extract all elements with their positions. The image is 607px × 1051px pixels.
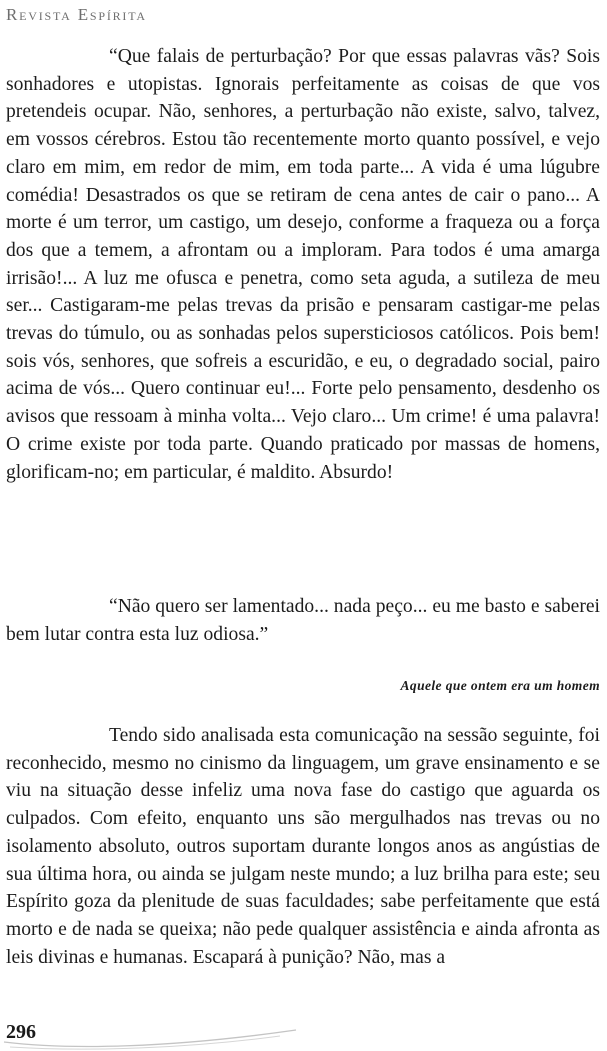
signature: Aquele que ontem era um homem (400, 678, 600, 693)
footer-swoosh-ornament (0, 1010, 300, 1051)
page-number: 296 (6, 1021, 36, 1043)
commentary-paragraph: Tendo sido analisada esta comunicação na sessão seguinte, foi reconhecido, mesmo no cinismo da linguagem, um grave ensinamento e se viu na situação desse infeliz uma nova fase do castigo que aguarda os culpados. Com efeito, enquanto uns são mergulhados nas trevas ou no isolamento absoluto, outros suportam durante longos anos as angústias de sua última hora, ou ainda se julgam neste mundo; a luz brilha para este; seu Espírito goza da plenitude de suas faculdades; sabe perfeitamente que está morto e de nada se queixa; não pede qualquer assistência e ainda afronta as leis divinas e humanas. Escapará à punição? Não, mas a (6, 725, 600, 968)
quoted-paragraph-closing: “Não quero ser lamentado... nada peço... eu me basto e saberei bem lutar contra esta luz odiosa.” (6, 596, 600, 645)
quoted-paragraph: “Que falais de perturbação? Por que essas palavras vãs? Sois sonhadores e utopistas. Ignorais perfeitamente as coisas de que vos pretendeis ocupar. Não, senhores, a perturbação não existe, salvo, talvez, em vossos cérebros. Estou tão recentemente morto quanto possível, e vejo claro em mim, em redor de mim, em toda parte... A vida é uma lúgubre comédia! Desastrados os que se retiram de cena antes de cair o pano... A morte é um terror, um castigo, um desejo, conforme a fraqueza ou a força dos que a temem, a afrontam ou a imploram. Para todos é uma amarga irrisão!... A luz me ofusca e penetra, como seta aguda, a sutileza de meu ser... Castigaram-me pelas trevas da prisão e pensaram castigar-me pelas trevas do túmulo, ou as sonhadas pelos supersticiosos católicos. Pois bem! sois vós, senhores, que sofreis a escuridão, e eu, o degradado social, pairo acima de vós... Quero continuar eu!... Forte pelo pensamento, desdenho os avisos que ressoam à minha volta... Vejo claro... Um crime! é uma palavra! O crime existe por toda parte. Quando praticado por massas de homens, glorificam-no; em particular, é maldito. Absurdo! (6, 46, 600, 483)
running-head: Revista Espírita (6, 5, 147, 24)
